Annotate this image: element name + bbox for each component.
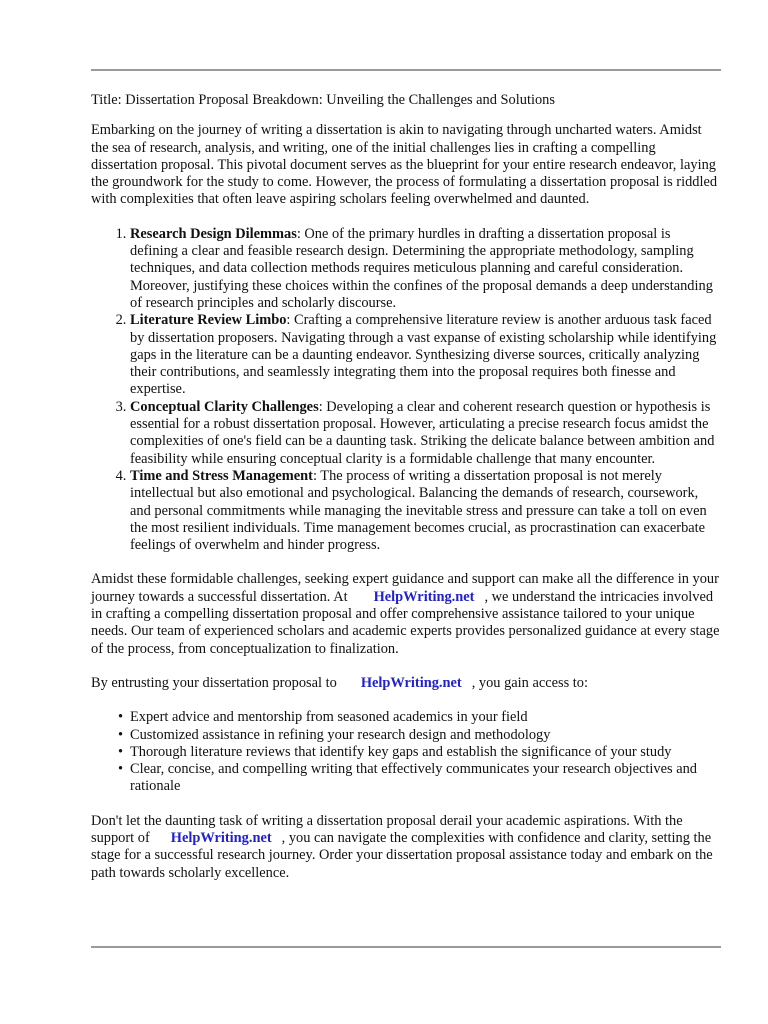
closing-paragraph [91,813,721,882]
benefit-text: Expert advice and mentorship from seasoned academics in your field [130,709,528,726]
guidance-text-after: , we understand the intricacies involved in crafting a compelling dissertation proposal and offer comprehensive assistance tailored to your unique needs. Our team of experienced scholars and academic experts provides personalized guidance at every stage of the process, from conceptualization to finalization. [91,588,720,657]
closing-text-after: , you can navigate the complexities with confidence and clarity, setting the stage for a successful research journey. Order your dissertation proposal assistance today and embark on the path towards scholarly excellence. [91,829,713,881]
benefit-item [118,726,721,744]
challenge-text: : Crafting a comprehensive literature review is another arduous task faced by dissertation proposers. Navigating through a vast expanse of existing scholarship while identifying gaps in the literature can be a daunting endeavor. Synthesizing diverse sources, critically analyzing their contributions, and seamlessly integrating them into the proposal requires both finesse and expertise. [130,312,717,398]
challenge-item [130,226,721,312]
access-text-after: , you gain access to: [471,674,588,691]
guidance-text-before: Amidst these formidable challenges, seeking expert guidance and support can make all the difference in your journey towards a successful dissertation. At [91,571,719,605]
bullet-icon: • [118,726,124,743]
intro-paragraph: Embarking on the journey of writing a dissertation is akin to navigating through uncharted waters. Amidst the sea of research, analysis, and writing, one of the initial challenges lies in crafting a compelling dissertation proposal. This pivotal document serves as the blueprint for your entire research endeavor, laying the groundwork for the study to come. However, the process of formulating a dissertation proposal is riddled with complexities that often leave aspiring scholars feeling overwhelmed and daunted. [91,122,718,208]
challenge-text: : One of the primary hurdles in drafting a dissertation proposal is defining a clear and feasible research design. Determining the appropriate methodology, sampling techniques, and data collection methods requires meticulous planning and careful consideration. Moreover, justifying these choices within the confines of the proposal demands a deep understanding of research principles and scholarly discourse. [130,225,713,311]
bullet-icon: • [118,709,124,726]
document-title: Title: Dissertation Proposal Breakdown: Unveiling the Challenges and Solutions [91,92,555,108]
helpwriting-link[interactable]: HelpWriting.net [373,588,475,605]
closing-text-before: Don't let the daunting task of writing a dissertation proposal derail your academic aspirations. With the support of [91,812,683,846]
challenge-heading: Conceptual Clarity Challenges [130,398,319,415]
benefit-text: Thorough literature reviews that identify key gaps and establish the significance of your study [130,743,672,760]
document-body [91,92,721,899]
challenge-heading: Literature Review Limbo [130,312,287,329]
helpwriting-link[interactable]: HelpWriting.net [360,674,462,691]
challenge-item [130,468,721,554]
challenge-item [130,399,721,468]
top-divider [91,69,721,71]
benefit-text: Customized assistance in refining your research design and methodology [130,726,551,743]
access-paragraph [91,675,721,692]
helpwriting-link[interactable]: HelpWriting.net [170,829,272,846]
benefit-item [118,709,721,726]
benefit-item [118,761,721,796]
bullet-icon: • [118,743,124,760]
challenge-text: : Developing a clear and coherent research question or hypothesis is essential for a robust dissertation proposal. However, articulating a precise research focus amidst the complexities of one's field can be a daunting task. Striking the delicate balance between ambition and feasibility while ensuring conceptual clarity is a formidable challenge that many encounter. [130,398,715,467]
benefits-list [91,709,721,795]
benefit-item [118,743,721,761]
bottom-divider [91,946,721,948]
guidance-paragraph [91,571,721,657]
challenge-text: : The process of writing a dissertation proposal is not merely intellectual but also emotional and psychological. Balancing the demands of research, coursework, and personal commitments while managing the inevitable stress and pressure can take a toll on even the most resilient individuals. Time management becomes crucial, as procrastination can exacerbate feelings of overwhelm and hinder progress. [130,467,707,554]
challenges-list [91,226,721,555]
challenge-heading: Time and Stress Management [130,467,313,484]
challenge-item [130,312,721,398]
access-text-before: By entrusting your dissertation proposal to [91,674,337,691]
bullet-icon: • [118,761,124,778]
challenge-heading: Research Design Dilemmas [130,225,297,242]
benefit-text: Clear, concise, and compelling writing that effectively communicates your research objectives and rationale [130,761,697,795]
